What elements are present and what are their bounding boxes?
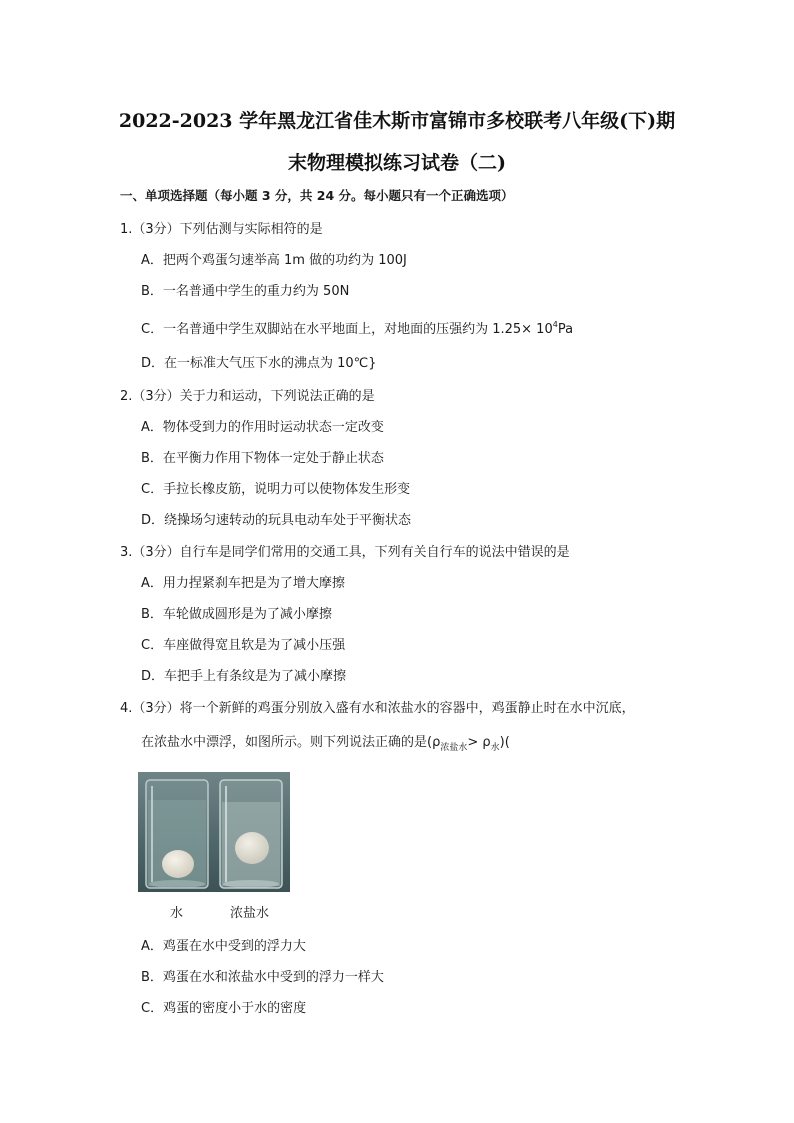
question-1-option-c-text: C．一名普通中学生双脚站在水平地面上，对地面的压强约为 1.25× 10: [141, 322, 553, 337]
question-2-option-d: D．绕操场匀速转动的玩具电动车处于平衡状态: [141, 513, 412, 528]
question-4-stem-continued: [141, 731, 510, 753]
question-4-option-c: C．鸡蛋的密度小于水的密度: [141, 1001, 307, 1016]
question-1-stem: 1.（3分）下列估测与实际相符的是: [120, 222, 323, 237]
question-2-option-a: A．物体受到力的作用时运动状态一定改变: [141, 420, 384, 435]
question-2-option-b: B．在平衡力作用下物体一定处于静止状态: [141, 451, 384, 466]
question-1-option-d: D．在一标准大气压下水的沸点为 10℃}: [141, 356, 377, 371]
question-4-stem: 4.（3分）将一个新鲜的鸡蛋分别放入盛有水和浓盐水的容器中，鸡蛋静止时在水中沉底，: [120, 701, 635, 716]
question-1-option-b: B．一名普通中学生的重力约为 50N: [141, 284, 350, 299]
question-3-option-a: A．用力捏紧刹车把是为了增大摩擦: [141, 576, 345, 591]
egg-experiment-photo: [138, 772, 290, 892]
rho-subscript-water: 水: [490, 743, 500, 753]
rho-subscript-brine: 浓盐水: [440, 743, 468, 753]
comparison-sign: > ρ: [467, 735, 491, 750]
question-1-option-c-unit: Pa: [557, 322, 574, 337]
question-1-option-c: [141, 318, 573, 337]
question-3-option-b: B．车轮做成圆形是为了减小摩擦: [141, 607, 332, 622]
question-2-option-c: C．手拉长橡皮筋，说明力可以使物体发生形变: [141, 482, 411, 497]
question-3-stem: 3.（3分）自行车是同学们常用的交通工具，下列有关自行车的说法中错误的是: [120, 545, 570, 560]
question-4-option-a: A．鸡蛋在水中受到的浮力大: [141, 939, 306, 954]
egg-floating: [235, 832, 269, 864]
section-heading: 一、单项选择题（每小题 3 分，共 24 分。每小题只有一个正确选项）: [120, 188, 514, 203]
question-3-option-d: D．车把手上有条纹是为了减小摩擦: [141, 669, 347, 684]
caption-brine: 浓盐水: [230, 906, 270, 921]
question-4-stem-text: 在浓盐水中漂浮，如图所示。则下列说法正确的是(ρ: [141, 735, 441, 750]
egg-sunk: [162, 850, 194, 878]
question-3-option-c: C．车座做得宽且软是为了减小压强: [141, 638, 346, 653]
question-4-option-b: B．鸡蛋在水和浓盐水中受到的浮力一样大: [141, 970, 384, 985]
question-4-stem-end: )(: [499, 735, 510, 750]
question-1-option-a: A．把两个鸡蛋匀速举高 1m 做的功约为 100J: [141, 253, 407, 268]
document-title-line-2: 末物理模拟练习试卷（二): [288, 152, 506, 174]
document-title-line-1: 2022-2023 学年黑龙江省佳木斯市富锦市多校联考八年级(下)期: [118, 110, 676, 132]
question-2-stem: 2.（3分）关于力和运动，下列说法正确的是: [120, 389, 375, 404]
caption-water: 水: [170, 906, 184, 921]
question-1-option-c-exponent: 4: [552, 320, 558, 329]
